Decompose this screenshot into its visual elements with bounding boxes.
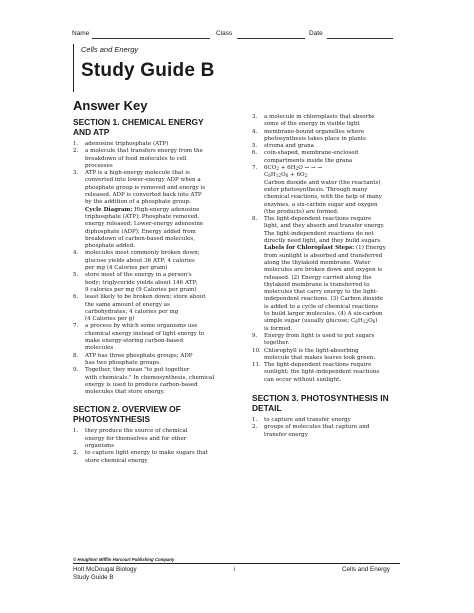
list-item: [252, 150, 402, 165]
item-text-line: converted into lower-energy ADP when a: [85, 177, 201, 184]
item-text-line: photosynthesis takes place in plants: [264, 135, 366, 142]
item-number: 9.: [73, 367, 79, 374]
item-text-line: molecules: [85, 345, 114, 352]
item-number: 5.: [252, 143, 258, 150]
item-text-line: to build larger molecules. (4) A six-carbon: [264, 311, 383, 318]
item-number: 9.: [252, 332, 258, 339]
item-text-line: directly need light, and they build sugars.: [264, 238, 382, 245]
item-text-line: least likely to be broken down; store about: [85, 294, 206, 301]
item-text-line: The light-dependent reactions require: [264, 362, 372, 369]
item-text-line: store most of the energy in a person's: [85, 272, 192, 279]
item-text-line: by the addition of a phosphate group.: [85, 199, 191, 206]
item-8: [252, 216, 402, 333]
page-number: i: [234, 566, 236, 573]
section-2-list-end: [252, 333, 402, 384]
item-text-line: organisms: [85, 442, 115, 449]
item-text-line: released. ADP is converted back into ATP: [85, 192, 202, 199]
cycle-diagram-answer: Cycle Diagram: High-energy adenosine: [85, 206, 200, 213]
item-text-line: the same amount of energy as: [85, 301, 170, 308]
item-text-line: stroma and grana: [264, 143, 314, 150]
item-number: 3.: [73, 170, 79, 177]
list-item: 7. $6CO_2 + 6H_2O$ → → → $C_6H_{12}O_6 + 6O_2$ Carbon dioxide and water (the reactants) enter photosynthesis. Through many chemical reactions, with the help of many enzymes, a six-carbon sugar and oxygen (the products) are formed.: [252, 165, 402, 216]
item-number: 11.: [252, 362, 261, 369]
item-text-line: per mg (4 Calories per gram): [85, 265, 168, 272]
list-item: [73, 428, 248, 450]
item-number: 5.: [73, 272, 79, 279]
section-3-heading: SECTION 3. PHOTOSYNTHESIS IN DETAIL: [252, 392, 389, 413]
item-text-line: molecules that carry energy to the light-: [264, 289, 378, 296]
class-line: [237, 38, 305, 39]
item-text-line: along the thylakoid membrane. Water: [264, 259, 371, 266]
item-text-line: ATP is a high-energy molecule that is: [85, 170, 190, 177]
item-text-line: Together, they mean "to put together: [85, 367, 190, 374]
equation-explanation: [264, 180, 402, 216]
item-text-line: energy released; Lower-energy adenosine: [85, 221, 204, 228]
item-text-line: Chlorophyll is the light-absorbing: [264, 347, 359, 354]
item-number: 8.: [73, 352, 79, 359]
section-2-heading: SECTION 2. OVERVIEW OF PHOTOSYNTHESIS: [73, 404, 181, 425]
item-text-line: from sunlight is absorbed and transferred: [264, 252, 383, 259]
item-text-line: groups of molecules that capture and: [264, 424, 370, 431]
section-1-heading: SECTION 1. CHEMICAL ENERGY AND ATP: [73, 117, 204, 137]
item-text-line: independent reactions. (3) Carbon dioxide: [264, 296, 384, 303]
item-text-line: molecule that makes leaves look green.: [264, 354, 376, 361]
item-text-line: phosphate added.: [85, 243, 136, 250]
list-item: [73, 323, 248, 352]
item-text-line: molecules that store energy.: [85, 389, 165, 396]
list-item: 8. The light-dependent reactions require light, and they absorb and transfer energy. The light-independent reactions do not directly need light, and they build sugars. Labels for Chloroplast Steps: (1) Energy from sunlight is absorbed and transferred along the thylakoid membrane. Water molecules are broken down and oxygen is released. (2) Energy carried along the thylakoid membrane is transferred to molecules that carry energy to the light- independent reactions. (3) Carbon dioxide is added to a cycle of chemical reactions to build larger molecules. (4) A six-carbon simple sugar (usually glucose; $C_6H_{12}O_6$) is formed.: [252, 216, 402, 333]
item-text-line: thylakoid membrane is transferred to: [264, 281, 370, 288]
item-text-line: glucose yields about 36 ATP; 4 calories: [85, 257, 195, 264]
right-column: [252, 114, 402, 439]
list-item: [73, 353, 248, 368]
item-number: 6.: [73, 294, 79, 301]
item-number: 7.: [73, 323, 79, 330]
page-title: Study Guide B: [81, 60, 215, 81]
list-item: [73, 148, 248, 170]
list-item: [73, 450, 248, 465]
list-item: [252, 417, 402, 424]
list-item: [73, 170, 248, 250]
item-text-line: with chemicals." In chemosynthesis, chemical: [85, 374, 215, 381]
item-text-line: 9 calories per mg (9 Calories per gram): [85, 286, 197, 293]
copyright-notice: © Houghton Mifflin Harcourt Publishing Company: [73, 557, 175, 562]
section-3-list: [252, 417, 402, 439]
list-item: [252, 348, 402, 363]
item-number: 1.: [73, 141, 79, 147]
item-number: 10.: [252, 347, 261, 354]
item-text-line: a molecule that transfers energy from the: [85, 148, 203, 155]
cycle-label: Cycle Diagram:: [85, 206, 133, 213]
item-text-line: enzymes, a six-carbon sugar and oxygen: [264, 201, 378, 208]
answer-key-heading: Answer Key: [73, 98, 148, 113]
item-text-line: energy for themselves and for other: [85, 435, 187, 442]
item-text-line: to capture light energy to make sugars that: [85, 450, 208, 457]
item-text-line: make energy-storing carbon-based: [85, 338, 183, 345]
item-text-line: body; triglyceride yields about 146 ATP;: [85, 279, 198, 286]
list-item: [73, 367, 248, 396]
item-text-line: together.: [264, 340, 290, 347]
list-item: [73, 141, 248, 148]
section-1-list: [73, 141, 248, 396]
item-number: 3.: [252, 114, 258, 120]
list-item: [252, 114, 402, 129]
item-text-line: adenosine triphosphate (ATP): [85, 141, 169, 147]
list-item: [252, 129, 402, 144]
item-text-line: processes: [85, 162, 113, 169]
equation-products: $C_6H_{12}O_6 + 6O_2$: [264, 172, 308, 179]
item-number: 6.: [252, 150, 258, 157]
item-text-line: transfer energy: [264, 431, 308, 438]
item-text-line: molecules most commonly broken down;: [85, 250, 200, 257]
list-item: [73, 294, 248, 323]
class-label: Class: [216, 30, 233, 37]
item-number: 2.: [73, 148, 79, 155]
list-item: [73, 250, 248, 272]
item-text-line: store chemical energy: [85, 457, 148, 464]
item-text-line: membrane-bound organelles where: [264, 128, 365, 135]
item-text-line: ATP has three phosphate groups; ADP: [85, 352, 193, 359]
item-text-line: coin-shaped, membrane-enclosed: [264, 150, 359, 157]
item-text-line: has two phosphate groups.: [85, 359, 161, 366]
item-text-line: they produce the source of chemical: [85, 428, 188, 435]
item-text-line: chemical reactions, with the help of many: [264, 194, 382, 201]
item-text-line: is added to a cycle of chemical reactions: [264, 303, 379, 310]
item-number: 4.: [252, 128, 258, 135]
item-text-line: phosphate group is removed and energy is: [85, 184, 206, 191]
equation-item: [252, 165, 402, 216]
item-text-line: (the products) are formed.: [264, 208, 339, 215]
list-item: [252, 333, 402, 348]
date-label: Date: [309, 30, 323, 37]
item-text-line: a molecule in chloroplasts that absorbs: [264, 114, 375, 120]
item-number: 1.: [73, 428, 79, 435]
topic-label: Cells and Energy: [81, 45, 139, 54]
item-text-line: chemical energy instead of light energy to: [85, 330, 205, 337]
item-text-line: a process by which some organisms use: [85, 323, 198, 330]
item-text-line: sunlight; the light-independent reactions: [264, 369, 380, 376]
name-label: Name: [72, 30, 90, 37]
item-text-line: light, and they absorb and transfer energy.: [264, 223, 385, 230]
item-text-line: enter photosynthesis. Through many: [264, 186, 368, 193]
footer-right: Cells and Energy: [342, 566, 390, 573]
item-text-line: breakdown of carbon-based molecules,: [85, 235, 195, 242]
equation-reactants: $6CO_2 + 6H_2O$ → → →: [264, 165, 322, 172]
item-number: 4.: [73, 250, 79, 257]
section-2-list-continued: [252, 114, 402, 165]
item-text-line: molecules are broken down and oxygen is: [264, 267, 383, 274]
item-text-line: diphosphate (ADP); Energy added from: [85, 228, 196, 235]
list-item: [73, 272, 248, 294]
item-text-line: released. (2) Energy carried along the: [264, 274, 372, 281]
item-text-line: energy is used to produce carbon-based: [85, 381, 198, 388]
item-text-line: Energy from light is used to put sugars: [264, 332, 375, 339]
steps-label: Labels for Chloroplast Steps:: [264, 245, 355, 252]
list-item: [252, 362, 402, 384]
item-text-line: carbohydrates; 4 calories per mg: [85, 308, 179, 315]
footer-rule: [73, 563, 400, 564]
date-line: [327, 38, 393, 39]
item-text-line: to capture and transfer energy: [264, 416, 351, 423]
item-text-line: (4 Calories per g): [85, 316, 135, 323]
item-number: 2.: [73, 450, 79, 457]
item-text-line: breakdown of food molecules to cell: [85, 155, 187, 162]
section-2-list: [73, 428, 248, 464]
list-item: [252, 424, 402, 439]
name-line: [92, 38, 210, 39]
item-text-line: can occur without sunlight.: [264, 376, 342, 383]
item-text-line: Carbon dioxide and water (the reactants): [264, 179, 381, 186]
item-number: 2.: [252, 424, 258, 431]
item-text-line: some of the energy in visible light: [264, 121, 360, 128]
item-number: 1.: [252, 416, 258, 423]
list-item: [252, 143, 402, 150]
left-column: [73, 117, 248, 465]
item-text-line: The light-dependent reactions require: [264, 216, 372, 223]
footer-left: Holt McDougal Biology Study Guide B: [73, 566, 137, 581]
item-text-line: compartments inside the grana: [264, 157, 353, 164]
item-text-line: triphosphate (ATP); Phosphate removed,: [85, 213, 200, 220]
title-rule: [73, 44, 74, 92]
item-text-line: The light-independent reactions do not: [264, 230, 374, 237]
